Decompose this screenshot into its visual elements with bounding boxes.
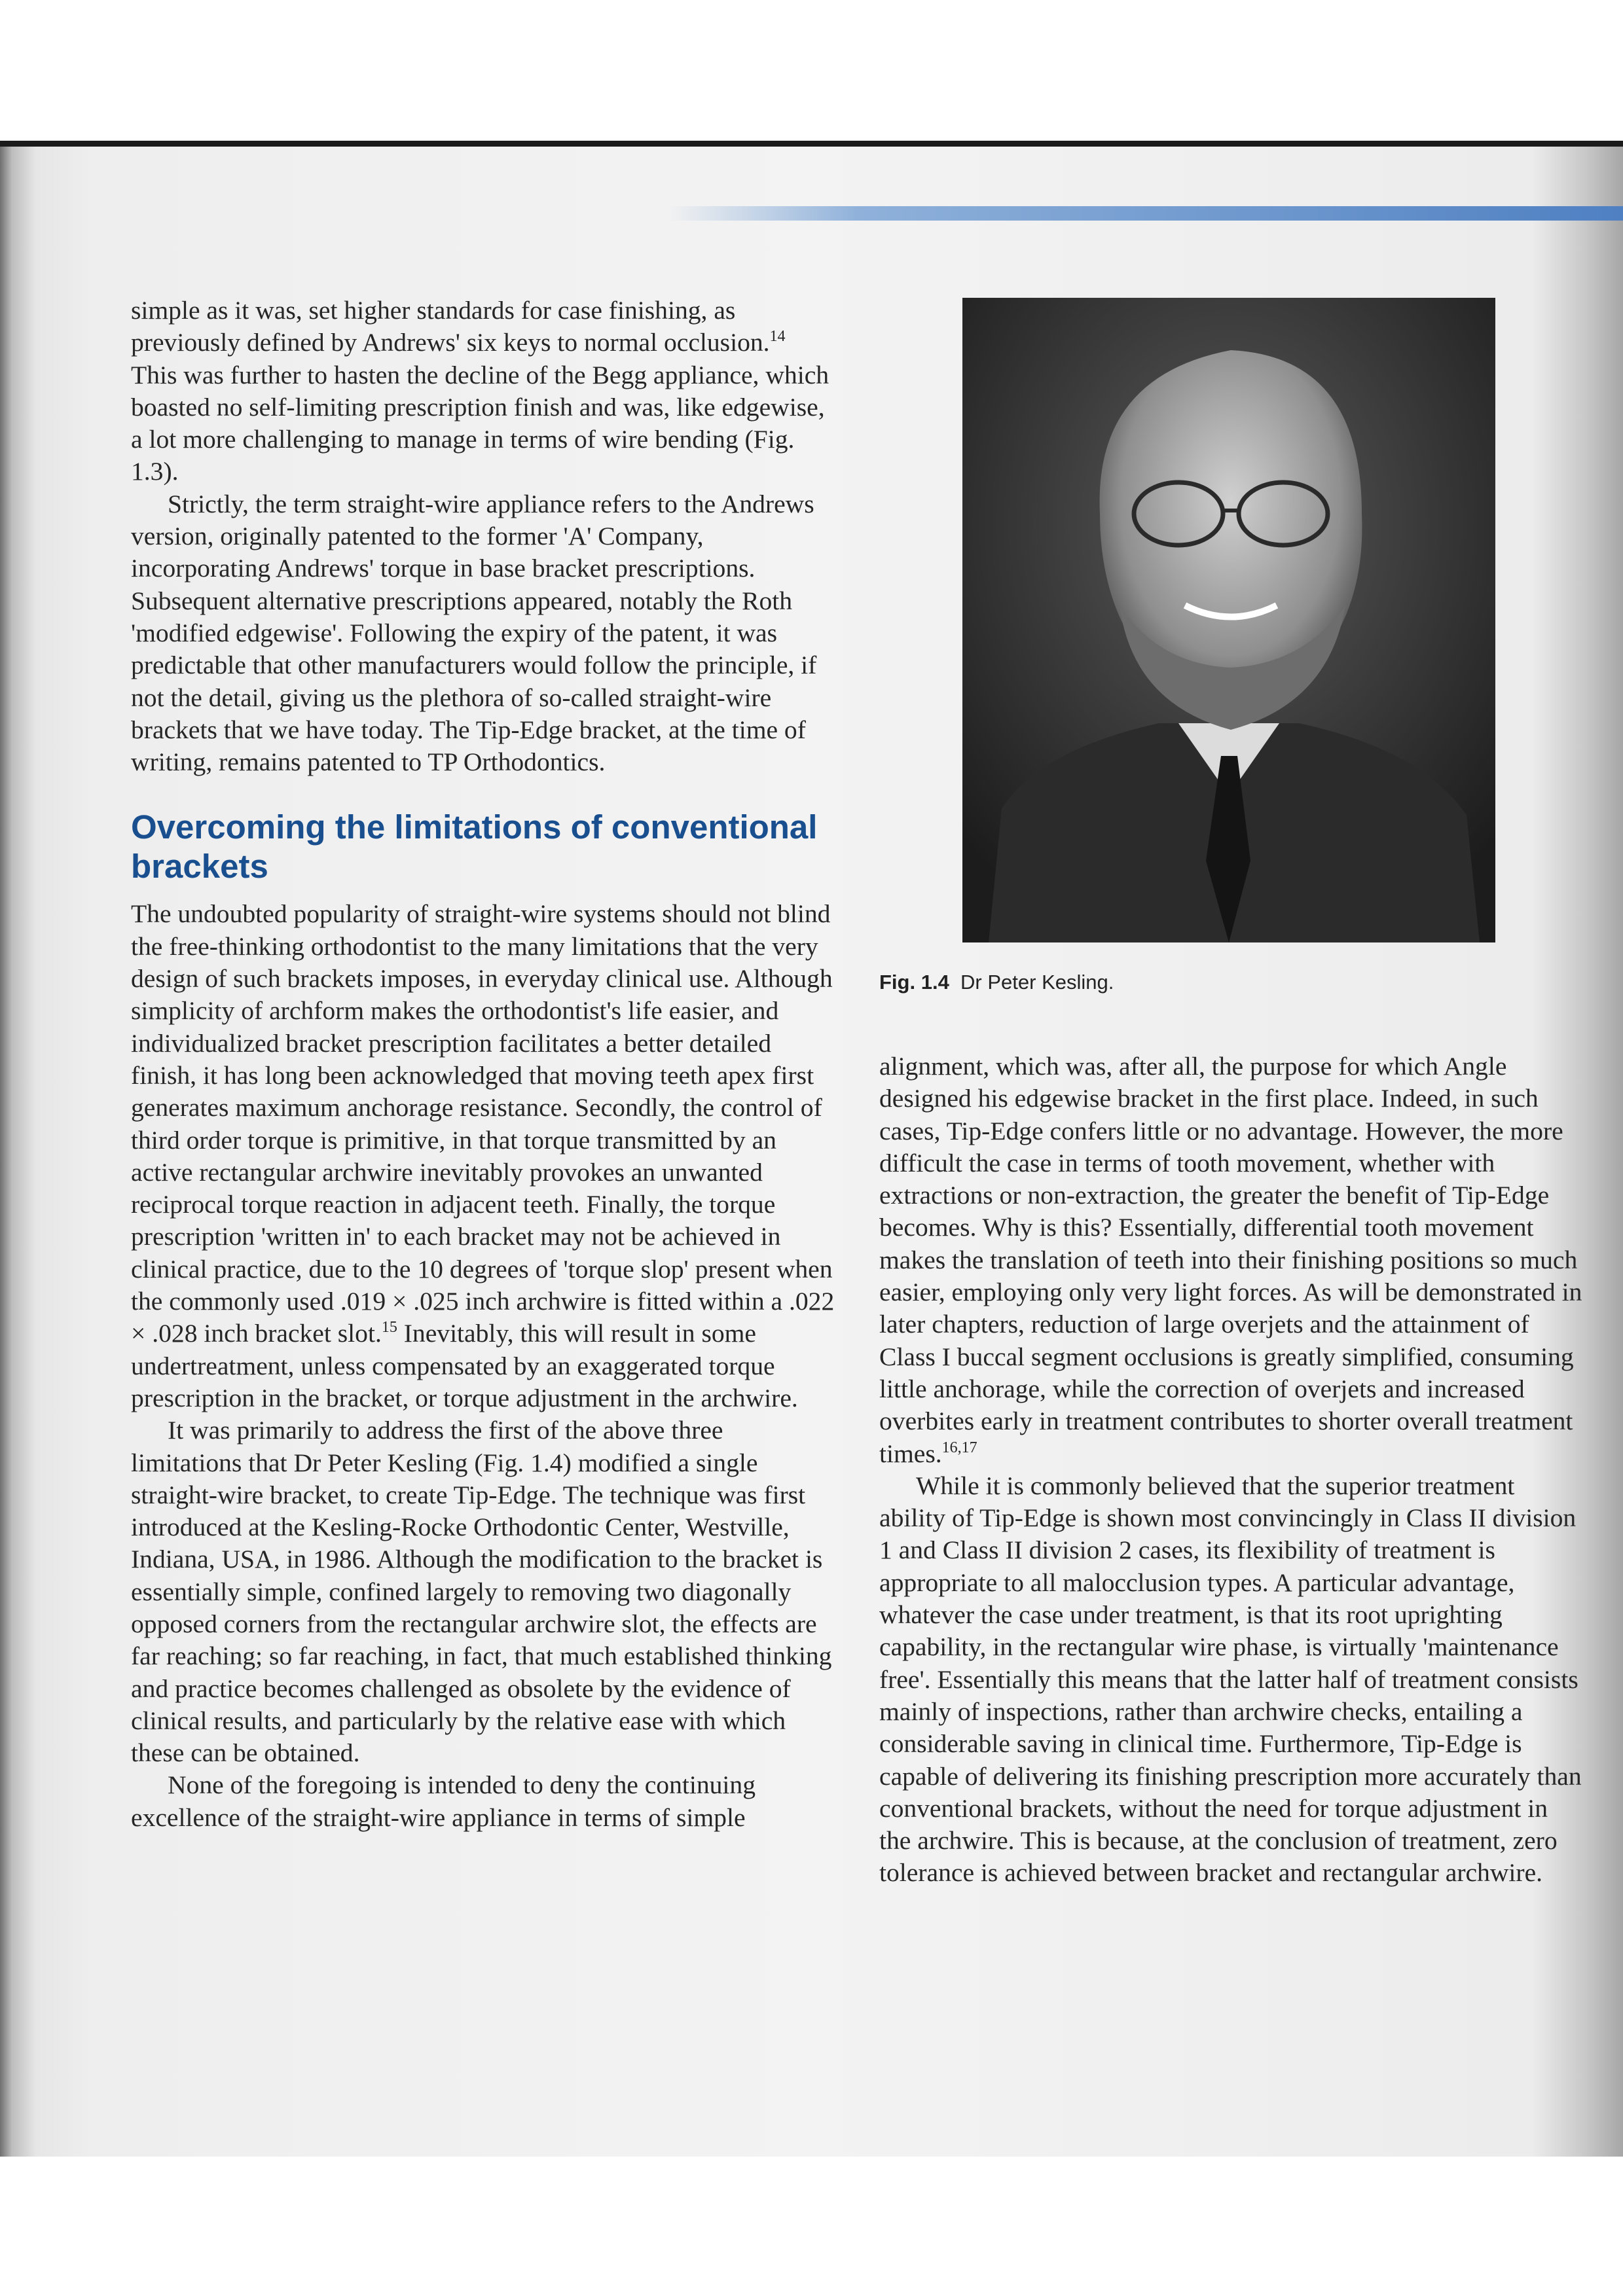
paragraph-2: Strictly, the term straight-wire appliance refers to the Andrews version, originally patented to the former 'A' Company, incorporating Andrews' torque in base bracket prescriptions. Subsequent alternative prescriptions appeared, notably the Roth 'modified edgewise'. Following the expiry of the patent, it was predictable that other manufacturers would follow the principle, if not the detail, giving us the plethora of so-called straight-wire brackets that we have today. The Tip-Edge bracket, at the time of writing, remains patented to TP Orthodontics. <box>131 489 817 777</box>
paragraph-6: alignment, which was, after all, the purpose for which Angle designed his edgewise bracket in the first place. Indeed, in such cases, Tip-Edge confers little or no advantage. However, the more difficult the case in terms of tooth movement, whether with extractions or non-extraction, the greater the benefit of Tip-Edge becomes. Why is this? Essentially, differential tooth movement makes the translation of teeth into their finishing positions so much easier, employing only very light forces. As will be demonstrated in later chapters, reduction of large overjets and the attainment of Class I buccal segment occlusions is greatly simplified, consuming little anchorage, while the correction of overjets and increased overbites early in treatment contributes to shorter overall treatment times.$^{16,17}$ <box>879 1052 1582 1468</box>
header-accent-line <box>668 206 1623 221</box>
right-column <box>879 1050 1583 1890</box>
left-column <box>131 295 835 1834</box>
paragraph-5: None of the foregoing is intended to deny the continuing excellence of the straight-wire appliance in terms of simple <box>131 1770 756 1832</box>
paragraph-7: While it is commonly believed that the superior treatment ability of Tip-Edge is shown most convincingly in Class II division 1 and Class II division 2 cases, its flexibility of treatment is appropriate to all malocclusion types. A particular advantage, whatever the case under treatment, is that its root uprighting capability, in the rectangular wire phase, is virtually 'maintenance free'. Essentially this means that the latter half of treatment consists mainly of inspections, rather than archwire checks, entailing a considerable saving in clinical time. Furthermore, Tip-Edge is capable of delivering its finishing prescription more accurately than conventional brackets, without the need for torque adjustment in the archwire. This is because, at the conclusion of treatment, zero tolerance is achieved between bracket and rectangular archwire. <box>879 1471 1582 1888</box>
paragraph-1: simple as it was, set higher standards for case finishing, as previously defined by Andrews' six keys to normal occlusion.$^{14}$ This was further to hasten the decline of the Begg appliance, which boasted no self-limiting prescription finish and was, like edgewise, a lot more challenging to manage in terms of wire bending (Fig. 1.3). <box>131 296 830 486</box>
paragraph-3: The undoubted popularity of straight-wire systems should not blind the free-thinking orthodontist to the many limitations that the very design of such brackets imposes, in everyday clinical use. Although simplicity of archform makes the orthodontist's life easier, and individualized bracket prescription facilitates a better detailed finish, it has long been acknowledged that moving teeth apex first generates maximum anchorage resistance. Secondly, the control of third order torque is primitive, in that torque transmitted by an active rectangular archwire inevitably provokes an unwanted reciprocal torque reaction in adjacent teeth. Finally, the torque prescription 'written in' to each bracket may not be achieved in clinical practice, due to the 10 degrees of 'torque slop' present when the commonly used .019 × .025 inch archwire is fitted within a .022 × .028 inch bracket slot.$^{15}$ Inevitably, this will result in some undertreatment, unless compensated by an exaggerated torque prescription in the bracket, or torque adjustment in the archwire. <box>131 899 835 1412</box>
scanned-page <box>0 141 1623 2157</box>
figure-caption-text: Dr Peter Kesling. <box>960 971 1114 994</box>
reference-16-17: 16,17 <box>941 1439 977 1456</box>
portrait-photo <box>962 298 1495 942</box>
figure-caption <box>879 971 1114 994</box>
reference-14: 14 <box>769 328 786 346</box>
reference-15: 15 <box>381 1319 397 1336</box>
section-heading: Overcoming the limitations of conventional brackets <box>131 808 818 886</box>
figure-label: Fig. 1.4 <box>879 971 949 994</box>
paragraph-4: It was primarily to address the first of the above three limitations that Dr Peter Kesling (Fig. 1.4) modified a single straight-wire bracket, to create Tip-Edge. The technique was first introduced at the Kesling-Rocke Orthodontic Center, Westville, Indiana, USA, in 1986. Although the modification to the bracket is essentially simple, confined largely to removing two diagonally opposed corners from the rectangular archwire slot, the effects are far reaching; so far reaching, in fact, that much established thinking and practice becomes challenged as obsolete by the evidence of clinical results, and particularly by the relative ease with which these can be obtained. <box>131 1416 832 1768</box>
top-edge-band <box>0 141 1623 147</box>
